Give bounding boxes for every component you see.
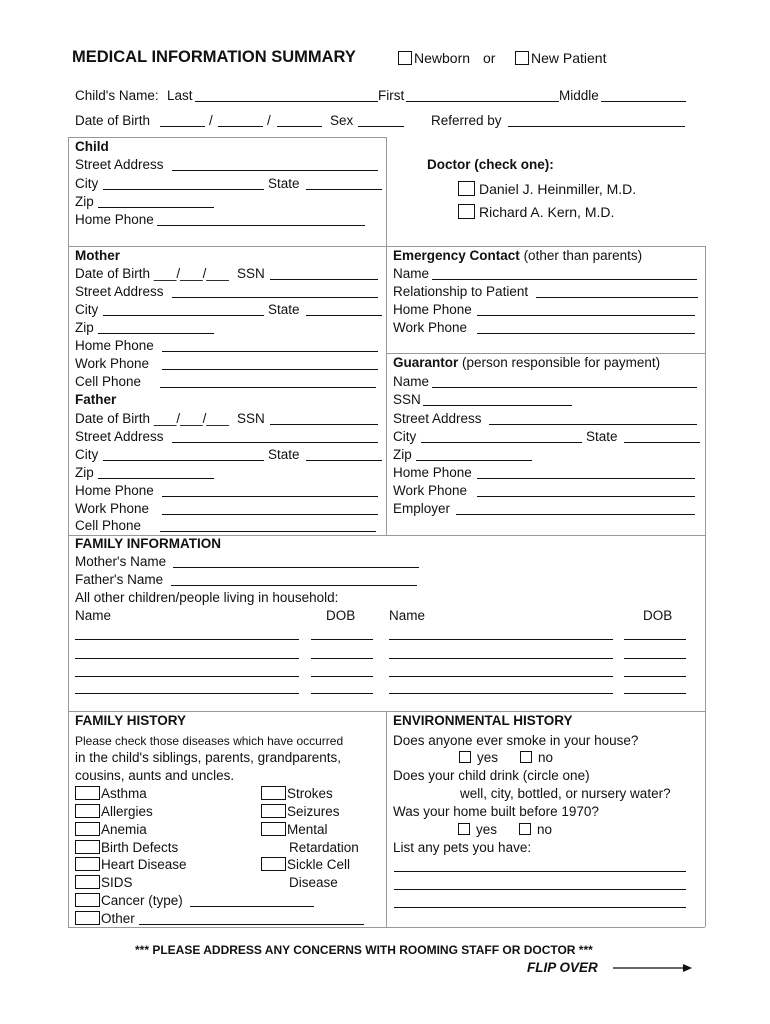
household-name-field[interactable]	[75, 639, 299, 640]
new-patient-checkbox[interactable]	[515, 51, 529, 65]
divider	[386, 353, 705, 354]
childs-name-label: Child's Name:	[75, 88, 159, 103]
dob-label: Date of Birth	[75, 113, 151, 128]
guarantor-ssn-label: SSN	[393, 392, 421, 407]
divider	[68, 927, 705, 928]
or-text: or	[483, 50, 496, 66]
guarantor-street-label: Street Address	[393, 411, 482, 426]
other-disease-field[interactable]	[139, 924, 364, 925]
drink-options[interactable]: well, city, bottled, or nursery water?	[460, 786, 671, 801]
smoke-no-checkbox[interactable]	[520, 751, 532, 763]
household-dob-field[interactable]	[311, 639, 373, 640]
disease-seizures[interactable]: Seizures	[261, 804, 340, 820]
guarantor-home-phone-label: Home Phone	[393, 465, 472, 480]
household-name-field[interactable]	[389, 676, 613, 677]
smoke-yes-checkbox[interactable]	[459, 751, 471, 763]
household-name-field[interactable]	[389, 658, 613, 659]
father-home-phone-label: Home Phone	[75, 483, 154, 498]
mother-state-label: State	[268, 302, 300, 317]
disease-checkbox[interactable]	[75, 911, 100, 925]
mother-dob-label: Date of Birth ___/___/___	[75, 266, 229, 281]
doctor-heading: Doctor (check one):	[427, 157, 554, 172]
referred-by-label: Referred by	[431, 113, 502, 128]
referred-by-field[interactable]	[508, 126, 685, 127]
disease-checkbox[interactable]	[261, 804, 286, 818]
divider	[68, 137, 386, 138]
first-label: First	[378, 88, 405, 103]
father-dob-label: Date of Birth ___/___/___	[75, 411, 229, 426]
father-home-phone-field[interactable]	[162, 496, 378, 497]
new-patient-option[interactable]: New Patient	[515, 50, 606, 66]
household-dob-header: DOB	[643, 608, 673, 623]
smoke-question: Does anyone ever smoke in your house?	[393, 733, 639, 748]
emergency-work-phone-field[interactable]	[477, 333, 695, 334]
mothers-name-field[interactable]	[173, 567, 419, 568]
emergency-relationship-field[interactable]	[536, 297, 698, 298]
father-heading: Father	[75, 392, 117, 407]
household-label: All other children/people living in household:	[75, 590, 339, 605]
father-zip-field[interactable]	[98, 478, 214, 479]
disease-checkbox[interactable]	[261, 786, 286, 800]
guarantor-state-field[interactable]	[624, 442, 700, 443]
mother-dob-field[interactable]: ___/___/___	[153, 266, 229, 281]
middle-name-field[interactable]	[601, 101, 686, 102]
child-state-label: State	[268, 176, 300, 191]
mother-street-field[interactable]	[172, 297, 378, 298]
mothers-name-label: Mother's Name	[75, 554, 167, 569]
built-no-option[interactable]: no	[519, 822, 552, 838]
household-dob-header: DOB	[326, 608, 356, 623]
child-home-phone-field[interactable]	[157, 225, 365, 226]
guarantor-zip-field[interactable]	[416, 460, 532, 461]
child-home-phone-label: Home Phone	[75, 212, 154, 227]
father-city-label: City	[75, 447, 99, 462]
household-dob-field[interactable]	[311, 693, 373, 694]
disease-mental-retardation[interactable]: Mental	[261, 822, 328, 838]
mother-cell-phone-label: Cell Phone	[75, 374, 142, 389]
disease-asthma[interactable]: Asthma	[75, 786, 147, 802]
flip-over-label: FLIP OVER	[527, 960, 598, 975]
household-name-field[interactable]	[75, 658, 299, 659]
father-cell-phone-label: Cell Phone	[75, 518, 142, 533]
father-ssn-label: SSN	[237, 411, 265, 426]
father-street-label: Street Address	[75, 429, 164, 444]
emergency-name-field[interactable]	[432, 279, 697, 280]
family-history-heading: FAMILY HISTORY	[75, 713, 187, 728]
mother-cell-phone-field[interactable]	[160, 387, 376, 388]
mother-zip-field[interactable]	[98, 333, 214, 334]
guarantor-ssn-field[interactable]	[423, 405, 572, 406]
disease-birth-defects[interactable]: Birth Defects	[75, 840, 178, 856]
pets-field[interactable]	[394, 871, 686, 872]
mother-work-phone-field[interactable]	[162, 369, 378, 370]
disease-checkbox[interactable]	[75, 822, 100, 836]
sex-field[interactable]	[358, 126, 404, 127]
doctor-checkbox[interactable]	[458, 181, 475, 196]
child-state-field[interactable]	[306, 189, 382, 190]
mother-home-phone-label: Home Phone	[75, 338, 154, 353]
father-work-phone-field[interactable]	[162, 514, 378, 515]
emergency-home-phone-field[interactable]	[477, 315, 695, 316]
mother-ssn-field[interactable]	[270, 279, 378, 280]
environmental-heading: ENVIRONMENTAL HISTORY	[393, 713, 573, 728]
footer-notice: *** PLEASE ADDRESS ANY CONCERNS WITH ROOMING STAFF OR DOCTOR ***	[135, 943, 593, 957]
household-dob-field[interactable]	[311, 658, 373, 659]
fathers-name-field[interactable]	[171, 585, 417, 586]
household-dob-field[interactable]	[624, 693, 686, 694]
dob-year-field[interactable]	[277, 126, 322, 127]
household-dob-field[interactable]	[624, 676, 686, 677]
dob-month-field[interactable]	[160, 126, 205, 127]
arrow-right-icon	[613, 961, 693, 975]
disease-label-continued: Retardation	[289, 840, 359, 855]
emergency-home-phone-label: Home Phone	[393, 302, 472, 317]
family-history-instructions: cousins, aunts and uncles.	[75, 768, 235, 783]
father-street-field[interactable]	[172, 442, 378, 443]
disease-checkbox[interactable]	[75, 875, 100, 889]
guarantor-work-phone-field[interactable]	[477, 496, 695, 497]
guarantor-work-phone-label: Work Phone	[393, 483, 468, 498]
father-ssn-field[interactable]	[270, 424, 378, 425]
pets-question: List any pets you have:	[393, 840, 532, 855]
fathers-name-label: Father's Name	[75, 572, 164, 587]
dob-day-field[interactable]	[218, 126, 263, 127]
built-question: Was your home built before 1970?	[393, 804, 599, 819]
father-zip-label: Zip	[75, 465, 94, 480]
disease-other[interactable]: Other	[75, 911, 135, 927]
guarantor-street-field[interactable]	[489, 424, 697, 425]
newborn-checkbox[interactable]	[398, 51, 412, 65]
disease-checkbox[interactable]	[75, 857, 100, 871]
emergency-heading: Emergency Contact (other than parents)	[393, 248, 643, 263]
guarantor-city-label: City	[393, 429, 417, 444]
household-name-field[interactable]	[389, 639, 613, 640]
guarantor-employer-label: Employer	[393, 501, 451, 516]
child-street-label: Street Address	[75, 157, 164, 172]
guarantor-home-phone-field[interactable]	[477, 478, 695, 479]
disease-checkbox[interactable]	[75, 840, 100, 854]
divider	[386, 711, 387, 927]
household-dob-field[interactable]	[624, 658, 686, 659]
guarantor-city-field[interactable]	[421, 442, 582, 443]
guarantor-zip-label: Zip	[393, 447, 412, 462]
divider	[386, 137, 387, 536]
guarantor-state-label: State	[586, 429, 618, 444]
family-history-instructions: Please check those diseases which have occurred	[75, 734, 344, 748]
built-no-checkbox[interactable]	[519, 823, 531, 835]
household-name-field[interactable]	[389, 693, 613, 694]
cancer-type-field[interactable]	[190, 906, 314, 907]
disease-sids[interactable]: SIDS	[75, 875, 133, 891]
page-title: MEDICAL INFORMATION SUMMARY	[72, 48, 356, 66]
dob-slash: /	[209, 113, 213, 128]
sex-label: Sex	[330, 113, 354, 128]
family-history-instructions: in the child's siblings, parents, grandparents,	[75, 750, 341, 765]
smoke-no-option[interactable]: no	[520, 750, 553, 766]
disease-sickle-cell[interactable]: Sickle Cell	[261, 857, 350, 873]
disease-checkbox[interactable]	[75, 893, 100, 907]
mother-city-field[interactable]	[103, 315, 264, 316]
father-state-label: State	[268, 447, 300, 462]
emergency-work-phone-label: Work Phone	[393, 320, 468, 335]
father-state-field[interactable]	[306, 460, 382, 461]
doctor-checkbox[interactable]	[458, 204, 475, 219]
disease-allergies[interactable]: Allergies	[75, 804, 153, 820]
mother-ssn-label: SSN	[237, 266, 265, 281]
mother-state-field[interactable]	[306, 315, 382, 316]
newborn-option[interactable]: Newborn	[398, 50, 470, 66]
household-name-field[interactable]	[75, 693, 299, 694]
disease-anemia[interactable]: Anemia	[75, 822, 147, 838]
disease-checkbox[interactable]	[261, 857, 286, 871]
last-name-field[interactable]	[195, 101, 378, 102]
father-work-phone-label: Work Phone	[75, 501, 150, 516]
built-yes-option[interactable]: yes	[458, 822, 497, 838]
divider	[705, 246, 706, 927]
family-info-heading: FAMILY INFORMATION	[75, 536, 222, 551]
mother-heading: Mother	[75, 248, 120, 263]
household-dob-field[interactable]	[624, 639, 686, 640]
pets-field[interactable]	[394, 907, 686, 908]
divider	[68, 137, 69, 927]
doctor-option-kern[interactable]: Richard A. Kern, M.D.	[458, 204, 614, 220]
disease-strokes[interactable]: Strokes	[261, 786, 333, 802]
child-city-field[interactable]	[103, 189, 264, 190]
father-dob-field[interactable]: ___/___/___	[153, 411, 229, 426]
disease-checkbox[interactable]	[261, 822, 286, 836]
child-heading: Child	[75, 139, 109, 154]
mother-street-label: Street Address	[75, 284, 164, 299]
doctor-option-heinmiller[interactable]: Daniel J. Heinmiller, M.D.	[458, 181, 636, 197]
child-city-label: City	[75, 176, 99, 191]
built-yes-checkbox[interactable]	[458, 823, 470, 835]
household-name-header: Name	[75, 608, 112, 623]
middle-label: Middle	[559, 88, 599, 103]
father-city-field[interactable]	[103, 460, 264, 461]
mother-city-label: City	[75, 302, 99, 317]
household-dob-field[interactable]	[311, 676, 373, 677]
household-name-field[interactable]	[75, 676, 299, 677]
disease-heart-disease[interactable]: Heart Disease	[75, 857, 187, 873]
mother-zip-label: Zip	[75, 320, 94, 335]
pets-field[interactable]	[394, 889, 686, 890]
emergency-name-label: Name	[393, 266, 430, 281]
guarantor-name-field[interactable]	[432, 387, 697, 388]
guarantor-employer-field[interactable]	[456, 514, 695, 515]
mother-home-phone-field[interactable]	[162, 351, 378, 352]
child-zip-label: Zip	[75, 194, 94, 209]
father-cell-phone-field[interactable]	[160, 531, 376, 532]
child-zip-field[interactable]	[98, 207, 214, 208]
mother-work-phone-label: Work Phone	[75, 356, 150, 371]
disease-checkbox[interactable]	[75, 786, 100, 800]
household-name-header: Name	[389, 608, 426, 623]
emergency-relationship-label: Relationship to Patient	[393, 284, 529, 299]
disease-cancer[interactable]: Cancer (type)	[75, 893, 183, 909]
divider	[68, 246, 705, 247]
guarantor-name-label: Name	[393, 374, 430, 389]
first-name-field[interactable]	[406, 101, 559, 102]
drink-question: Does your child drink (circle one)	[393, 768, 590, 783]
child-street-field[interactable]	[172, 170, 378, 171]
smoke-yes-option[interactable]: yes	[459, 750, 498, 766]
guarantor-heading: Guarantor (person responsible for payment)	[393, 355, 661, 370]
disease-checkbox[interactable]	[75, 804, 100, 818]
last-label: Last	[167, 88, 193, 103]
dob-slash: /	[267, 113, 271, 128]
disease-label-continued: Disease	[289, 875, 338, 890]
